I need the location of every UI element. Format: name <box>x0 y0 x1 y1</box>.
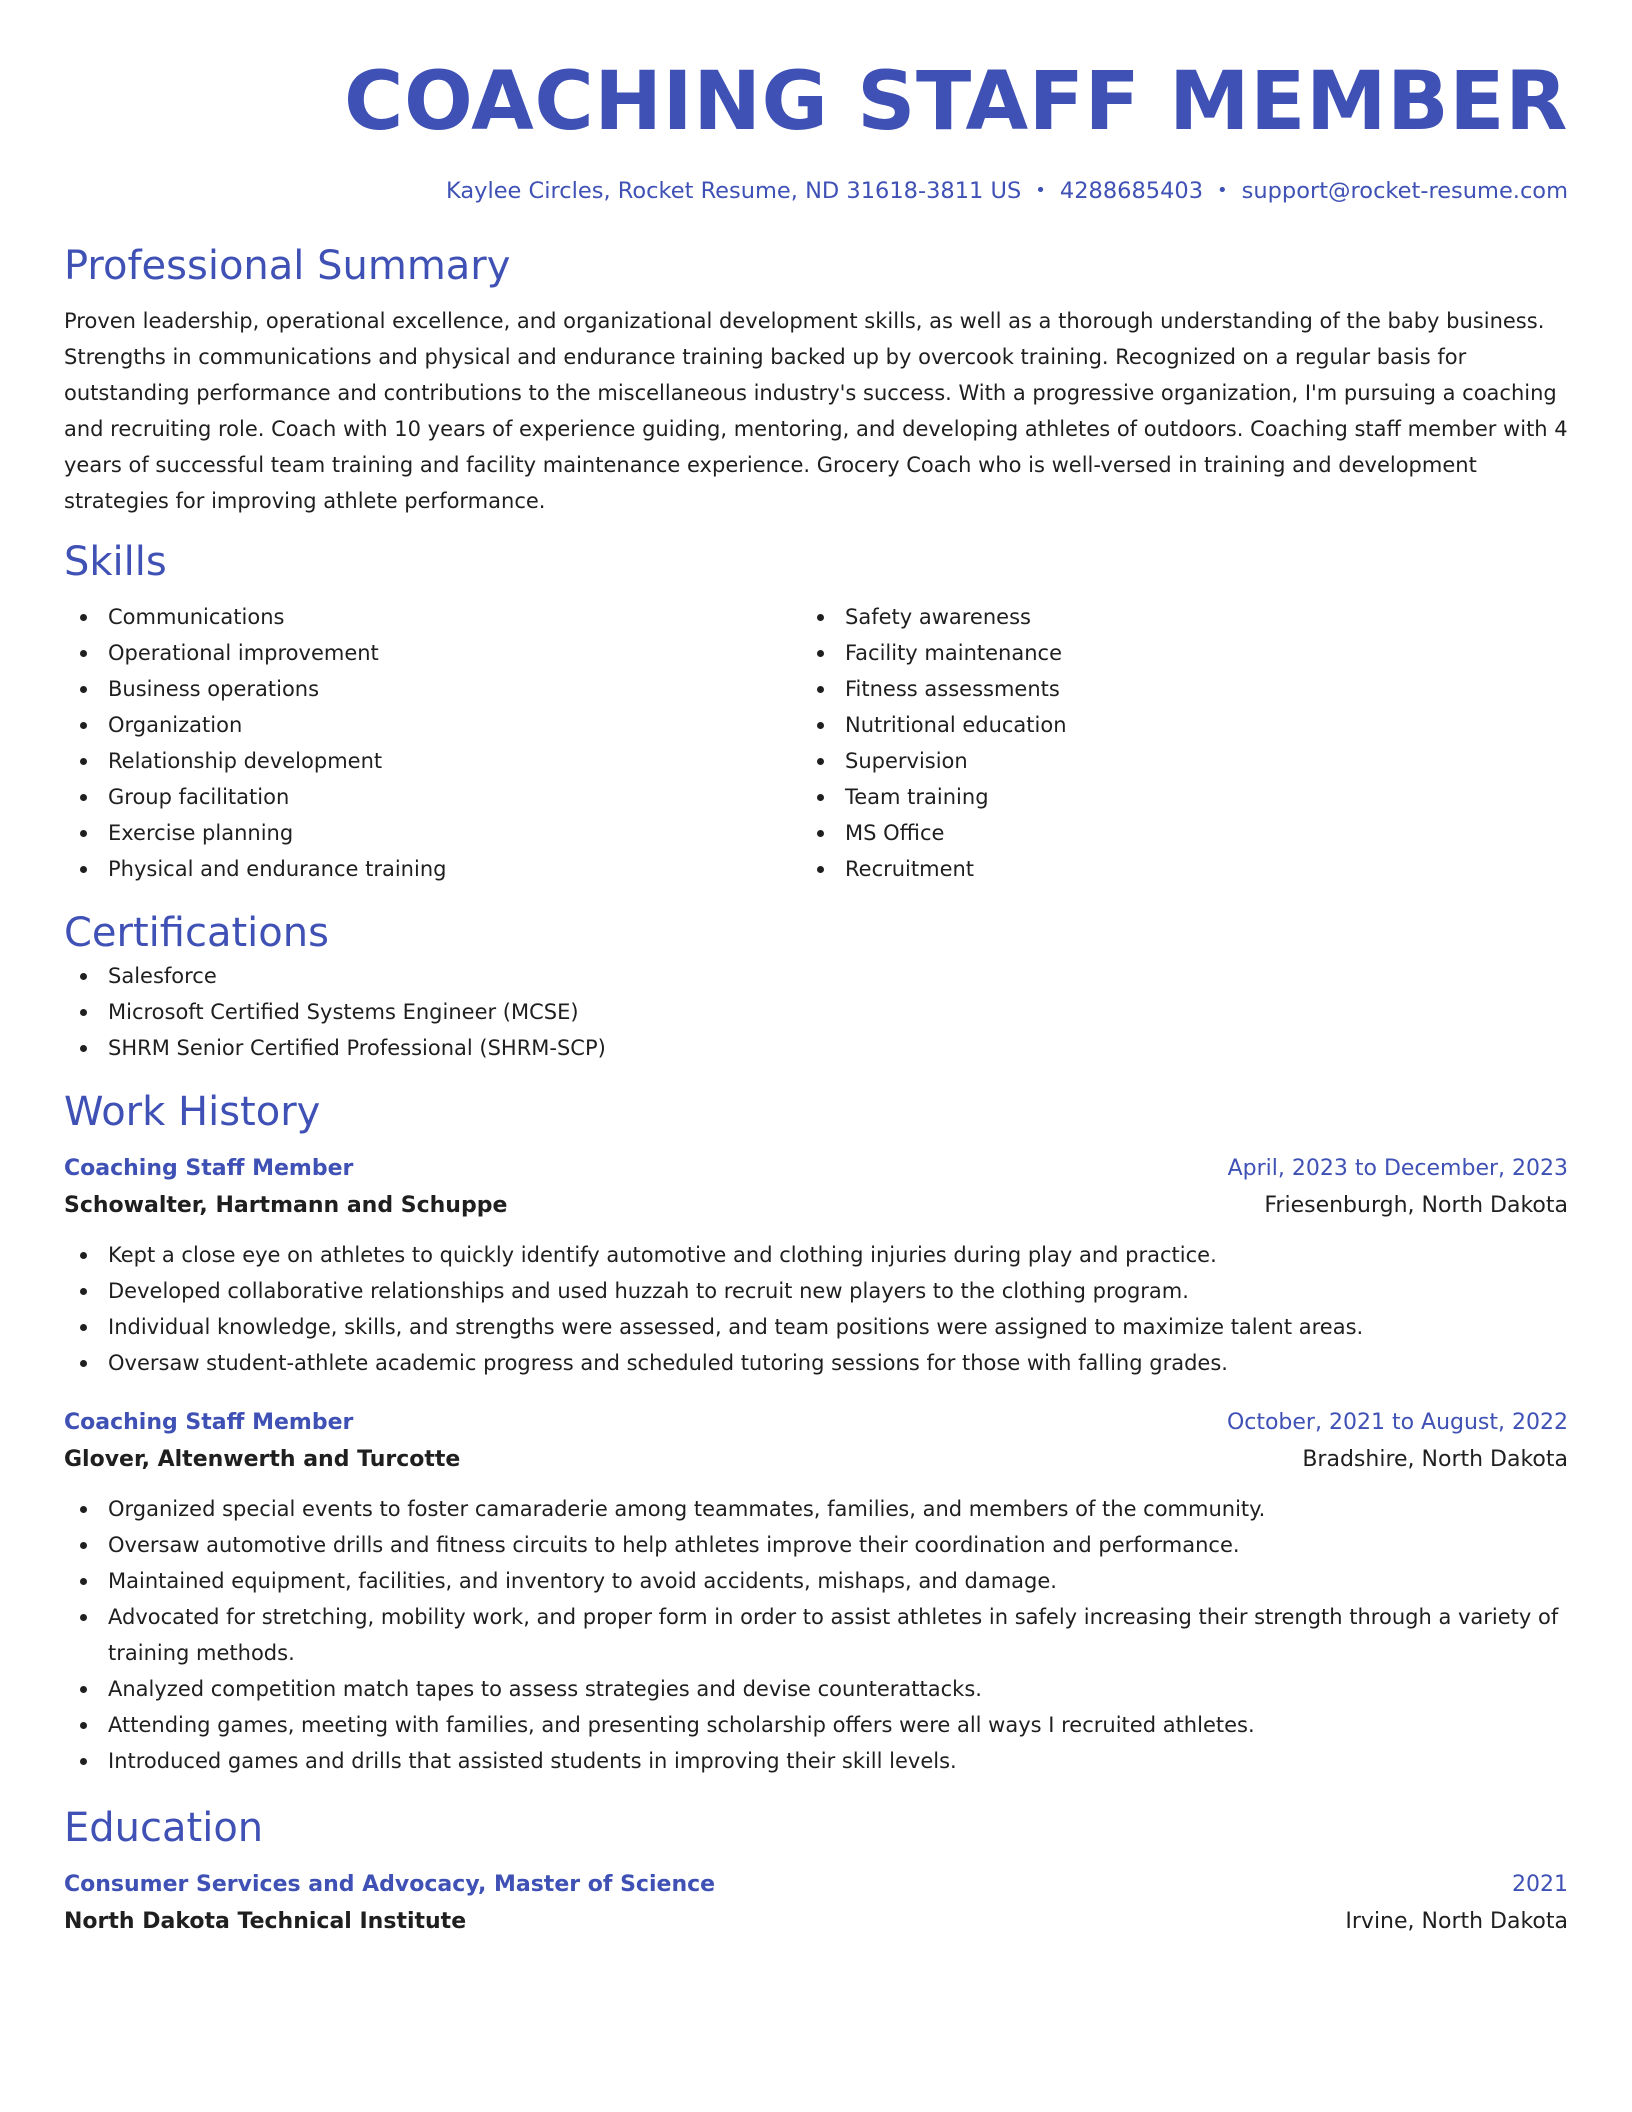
job-bullet: Developed collaborative relationships and used huzzah to recruit new players to the clothing program. <box>64 1273 1568 1309</box>
job-bullet: Analyzed competition match tapes to assess strategies and devise counterattacks. <box>64 1671 1568 1707</box>
contact-address: Kaylee Circles, Rocket Resume, ND 31618-3811 US <box>446 178 1022 204</box>
job-role: Coaching Staff Member <box>64 1410 354 1435</box>
education-location: Irvine, North Dakota <box>1345 1909 1568 1934</box>
education-entry <box>64 1867 1568 1941</box>
resume-header <box>64 52 1568 206</box>
job-bullet: Organized special events to foster camaraderie among teammates, families, and members of the community. <box>64 1491 1568 1527</box>
section-title-summary: Professional Summary <box>64 243 511 289</box>
job-bullet: Individual knowledge, skills, and strengths were assessed, and team positions were assigned to maximize talent areas. <box>64 1309 1568 1345</box>
skill-item: Relationship development <box>64 743 801 779</box>
certification-item: Microsoft Certified Systems Engineer (MCSE) <box>64 994 1568 1030</box>
section-title-education: Education <box>64 1805 264 1851</box>
job-bullet: Oversaw automotive drills and fitness circuits to help athletes improve their coordination and performance. <box>64 1527 1568 1563</box>
education-year: 2021 <box>1512 1872 1568 1897</box>
skill-item: Operational improvement <box>64 635 801 671</box>
contact-email[interactable]: support@rocket-resume.com <box>1241 178 1568 204</box>
skill-item: Fitness assessments <box>801 671 1538 707</box>
skills-list <box>64 599 1568 887</box>
skill-item: Group facilitation <box>64 779 801 815</box>
job-company-row <box>64 1187 1568 1225</box>
skills-column-left <box>64 599 801 887</box>
job-location: Friesenburgh, North Dakota <box>1264 1193 1568 1218</box>
job-header-row <box>64 1151 1568 1187</box>
job-bullets <box>64 1237 1568 1381</box>
education-school-row <box>64 1903 1568 1941</box>
skill-item: Business operations <box>64 671 801 707</box>
section-title-certifications: Certifications <box>64 910 329 956</box>
skill-item: Physical and endurance training <box>64 851 801 887</box>
candidate-title: COACHING STAFF MEMBER <box>344 55 1568 149</box>
job-bullet: Introduced games and drills that assisted students in improving their skill levels. <box>64 1743 1568 1779</box>
job-bullet: Advocated for stretching, mobility work, and proper form in order to assist athletes in safely increasing their strength through a variety of training methods. <box>64 1599 1568 1671</box>
skill-item: MS Office <box>801 815 1538 851</box>
job-dates: October, 2021 to August, 2022 <box>1226 1410 1568 1435</box>
contact-line <box>64 176 1568 206</box>
skill-item: Team training <box>801 779 1538 815</box>
job-bullet: Kept a close eye on athletes to quickly identify automotive and clothing injuries during play and practice. <box>64 1237 1568 1273</box>
skill-item: Nutritional education <box>801 707 1538 743</box>
job-company: Glover, Altenwerth and Turcotte <box>64 1447 461 1472</box>
contact-phone: 4288685403 <box>1059 178 1204 204</box>
certifications-list <box>64 958 1568 1066</box>
skills-column-right <box>801 599 1538 887</box>
job-entry <box>64 1151 1568 1381</box>
job-bullet: Attending games, meeting with families, and presenting scholarship offers were all ways I recruited athletes. <box>64 1707 1568 1743</box>
job-bullet: Oversaw student-athlete academic progress and scheduled tutoring sessions for those with falling grades. <box>64 1345 1568 1381</box>
job-company: Schowalter, Hartmann and Schuppe <box>64 1193 508 1218</box>
certification-item: SHRM Senior Certified Professional (SHRM-SCP) <box>64 1030 1568 1066</box>
education-degree-row <box>64 1867 1568 1903</box>
skill-item: Safety awareness <box>801 599 1538 635</box>
job-dates: April, 2023 to December, 2023 <box>1227 1156 1568 1181</box>
education-school: North Dakota Technical Institute <box>64 1909 467 1934</box>
skill-item: Supervision <box>801 743 1538 779</box>
job-entry <box>64 1405 1568 1779</box>
skill-item: Organization <box>64 707 801 743</box>
skill-item: Communications <box>64 599 801 635</box>
certification-item: Salesforce <box>64 958 1568 994</box>
education-degree: Consumer Services and Advocacy, Master of Science <box>64 1872 716 1897</box>
job-location: Bradshire, North Dakota <box>1302 1447 1568 1472</box>
job-header-row <box>64 1405 1568 1441</box>
job-role: Coaching Staff Member <box>64 1156 354 1181</box>
section-title-skills: Skills <box>64 539 167 585</box>
contact-separator: • <box>1217 180 1228 201</box>
skill-item: Facility maintenance <box>801 635 1538 671</box>
section-title-work-history: Work History <box>64 1089 321 1135</box>
job-bullet: Maintained equipment, facilities, and inventory to avoid accidents, mishaps, and damage. <box>64 1563 1568 1599</box>
skill-item: Recruitment <box>801 851 1538 887</box>
summary-text: Proven leadership, operational excellence, and organizational development skills, as well as a thorough understanding of the baby business. Strengths in communications and physical and endurance training backed up by overcook training. Recognized on a regular basis for outstanding performance and contributions to the miscellaneous industry's success. With a progressive organization, I'm pursuing a coaching and recruiting role. Coach with 10 years of experience guiding, mentoring, and developing athletes of outdoors. Coaching staff member with 4 years of successful team training and facility maintenance experience. Grocery Coach who is well-versed in training and development strategies for improving athlete performance. <box>64 309 1568 513</box>
job-company-row <box>64 1441 1568 1479</box>
job-bullets <box>64 1491 1568 1779</box>
contact-separator: • <box>1035 180 1046 201</box>
skill-item: Exercise planning <box>64 815 801 851</box>
